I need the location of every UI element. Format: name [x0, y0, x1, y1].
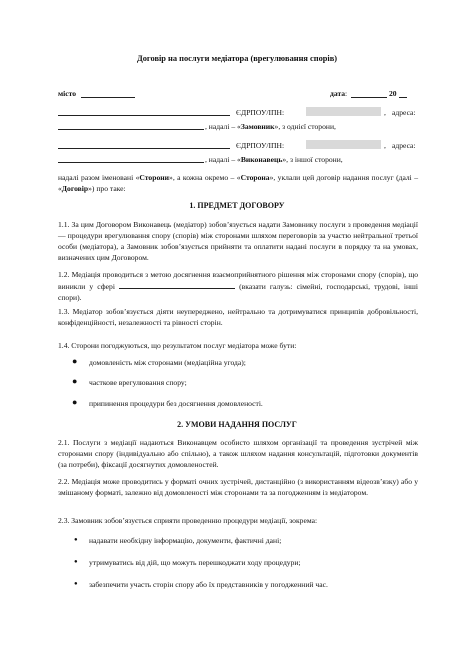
date-field[interactable]	[351, 97, 387, 98]
list-item: часткове врегулювання спору;	[89, 378, 187, 387]
customer-code-redacted	[306, 107, 381, 116]
preamble: надалі разом іменовані «Сторони», а кожна окремо – «Сторона», уклали цей договір надання послуг (далі – «Договір») про таке:	[58, 173, 418, 193]
document-title: Договір на послуги медіатора (врегулювання спорів)	[136, 54, 338, 63]
customer-address-label: адреса:	[392, 108, 416, 117]
year-field[interactable]	[399, 97, 407, 98]
customer-code-label: ЄДРПОУ/ІПН:	[236, 108, 285, 117]
customer-role-line: , надалі – «Замовник», з однієї сторони,	[205, 122, 336, 131]
date-label: дата	[330, 89, 346, 98]
customer-name-field[interactable]	[58, 115, 230, 116]
clause-1-3: 1.3. Медіатор зобов’язується діяти неупереджено, нейтрально та дотримуватися принципів добровільності, конфіденційності, незалежності та рівності сторін.	[58, 307, 418, 327]
bullet: ●	[72, 376, 78, 386]
city-field[interactable]	[81, 97, 135, 98]
contractor-address-label: адреса:	[392, 141, 416, 150]
clause-1-4: 1.4. Сторони погоджуються, що результатом послуг медіатора може бути:	[58, 341, 297, 350]
list-item: припинення процедури без досягнення домовленості.	[89, 399, 263, 408]
industry-field[interactable]	[119, 280, 235, 289]
list-item: забезпечити участь сторін спору або їх представників у погодженний час.	[89, 580, 328, 589]
date-colon: :	[345, 89, 348, 98]
clause-2-1: 2.1. Послуги з медіації надаються Виконавцем особисто шляхом організації та проведення зустрічей між сторонами спору (індивідуально або спільно), а також шляхом надання консультацій, підготовки документів (за потреби), фіксації досягнутих домовленостей.	[58, 438, 418, 469]
list-item: утримуватись від дій, що можуть перешкоджати ходу процедури;	[89, 558, 301, 567]
document-page: Договір на послуги медіатора (врегулювання спорів) місто дата : 20 ЄДРПОУ/ІПН: , адреса: , надалі – «Замовник», з однієї сторони, ЄДРПОУ/ІПН: , адреса: , надалі – «Виконавець», з іншої сторони, надалі разом іменовані «Сторони», а кожна окремо – «Сторона», уклали цей договір надання послуг (далі – «Договір») про таке: 1. ПРЕДМЕТ ДОГОВОРУ 1.1. За цим Договором Виконавець (медіатор) зобов’язується надати Замовнику послуги з проведення медіації — процедури врегулювання спору (спорів) між сторонами шляхом переговорів за участю нейтральної третьої особи (медіатора), а Замовник зобов’язується прийняти та оплатити надані послуги в порядку та на умовах, визначених цим Договором. 1.2. Медіація проводиться з метою досягнення взаємоприйнятного рішення між сторонами спору (спорів), що виникли у сфері (вказати галузь: сімейні, господарські, трудові, інші спори). 1.3. Медіатор зобов’язується діяти неупереджено, нейтрально та дотримуватися принципів добровільності, конфіденційності, незалежності та рівності сторін. 1.4. Сторони погоджуються, що результатом послуг медіатора може бути: ● домовленість між сторонами (медіаційна угода); ● часткове врегулювання спору; ● припинення процедури без досягнення домовленості. 2. УМОВИ НАДАННЯ ПОСЛУГ 2.1. Послуги з медіації надаються Виконавцем особисто шляхом організації та проведення зустрічей між сторонами спору (індивідуально або спільно), а також шляхом надання консультацій, підготовки документів (за потреби), фіксації досягнутих домовленостей. 2.2. Медіація може проводитись у форматі очних зустрічей, дистанційно (з використанням відеозв’язку) або у змішаному форматі, залежно від домовленості між сторонами та за погодженням із медіатором. 2.3. Замовник зобов’язується сприяти проведенню процедури медіації, зокрема: ● надавати необхідну інформацію, документи, фактичні дані; ● утримуватись від дій, що можуть перешкоджати ходу процедури; ● забезпечити участь сторін спору або їх представників у погодженний час.	[0, 0, 474, 670]
city-label: місто	[58, 89, 77, 98]
section-2-heading: 2. УМОВИ НАДАННЯ ПОСЛУГ	[177, 420, 297, 429]
contractor-name-field[interactable]	[58, 148, 230, 149]
bullet: ●	[74, 581, 78, 587]
list-item: надавати необхідну інформацію, документи, фактичні дані;	[89, 536, 282, 545]
contractor-code-redacted	[306, 140, 381, 149]
clause-1-2: 1.2. Медіація проводиться з метою досягнення взаємоприйнятного рішення між сторонами спору (спорів), що виникли у сфері (вказати галузь: сімейні, господарські, трудові, інші спори).	[58, 270, 418, 302]
bullet: ●	[74, 559, 78, 565]
list-item: домовленість між сторонами (медіаційна угода);	[89, 358, 246, 367]
clause-2-2: 2.2. Медіація може проводитись у форматі очних зустрічей, дистанційно (з використанням відеозв’язку) або у змішаному форматі, залежно від домовленості між сторонами та за погодженням із медіатором.	[58, 477, 418, 497]
year-prefix: 20	[389, 89, 397, 98]
contractor-role-line: , надалі – «Виконавець», з іншої сторони,	[205, 155, 343, 164]
bullet: ●	[74, 537, 78, 543]
bullet: ●	[72, 397, 78, 407]
clause-1-1: 1.1. За цим Договором Виконавець (медіатор) зобов’язується надати Замовнику послуги з проведення медіації — процедури врегулювання спору (спорів) між сторонами шляхом переговорів за участю нейтральної третьої особи (медіатора), а Замовник зобов’язується прийняти та оплатити надані послуги в порядку та на умовах, визначених цим Договором.	[58, 220, 418, 262]
bullet: ●	[72, 356, 78, 366]
clause-2-3: 2.3. Замовник зобов’язується сприяти проведенню процедури медіації, зокрема:	[58, 516, 318, 525]
contractor-address-field[interactable]	[58, 162, 204, 163]
customer-address-field[interactable]	[58, 129, 204, 130]
section-1-heading: 1. ПРЕДМЕТ ДОГОВОРУ	[189, 201, 285, 210]
contractor-code-label: ЄДРПОУ/ІПН:	[236, 141, 285, 150]
